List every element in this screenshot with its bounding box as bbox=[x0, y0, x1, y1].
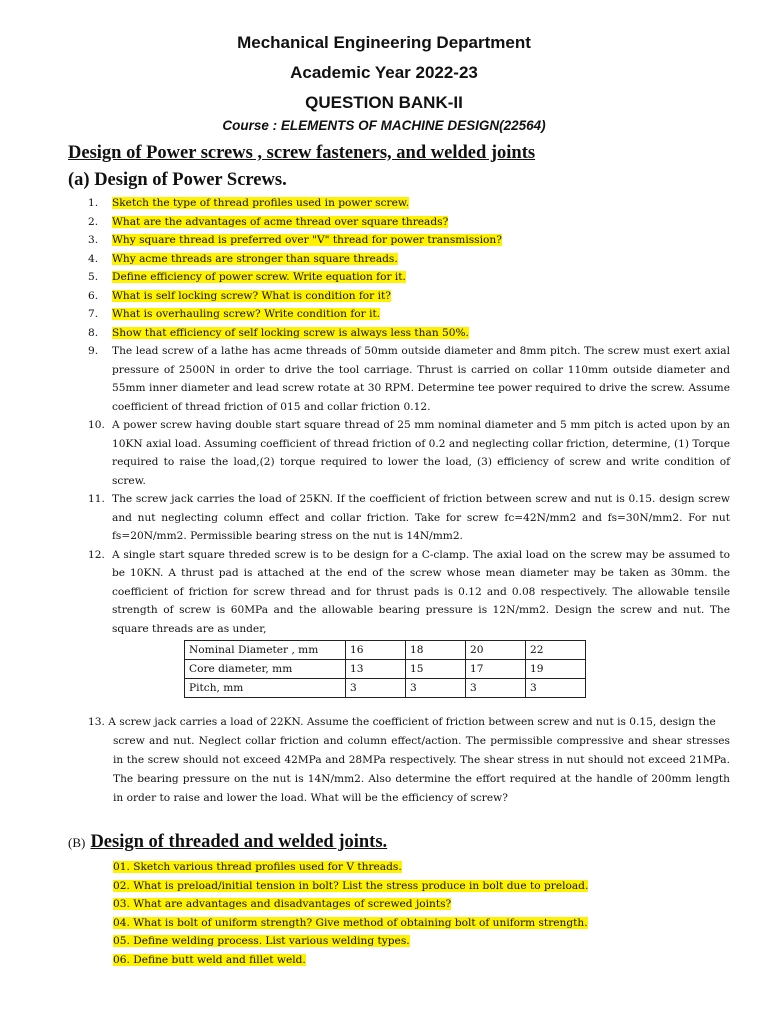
question-item: 7. What is overhauling screw? Write condition for it. bbox=[88, 308, 381, 320]
course-title: Course : ELEMENTS OF MACHINE DESIGN(22564) bbox=[222, 118, 546, 133]
question-item: 4. Why acme threads are stronger than square threads. bbox=[88, 252, 398, 265]
section-b-heading bbox=[68, 832, 387, 853]
question-text: What is overhauling screw? Write condition for it. bbox=[112, 308, 381, 320]
question-number: 13. bbox=[88, 716, 105, 728]
question-item: 05. Define welding process. List various welding types. bbox=[113, 935, 410, 948]
question-text: A power screw having double start square thread of 25 mm nominal diameter and 5 mm pitch is acted upon by an 10KN axial load. Assuming coefficient of thread friction of 0.2 and neglecting collar friction, determine, (1) Torque required to raise the load,(2) torque required to lower the load, (3) efficiency of screw and write condition of screw. bbox=[112, 419, 730, 487]
question-item: 1. Sketch the type of thread profiles used in power screw. bbox=[88, 197, 410, 209]
table-cell: 16 bbox=[346, 641, 406, 660]
question-text: A screw jack carries a load of 22KN. Assume the coefficient of friction between screw and nut is 0.15, design the bbox=[108, 716, 716, 728]
table-cell: 3 bbox=[526, 679, 586, 698]
question-item: 01. Sketch various thread profiles used for V threads. bbox=[113, 861, 402, 873]
table-cell: 17 bbox=[466, 660, 526, 679]
question-bank-title: QUESTION BANK-II bbox=[305, 93, 463, 112]
section-a-question-list bbox=[88, 194, 730, 638]
department-title: Mechanical Engineering Department bbox=[237, 33, 531, 52]
question-item: 11. The screw jack carries the load of 25KN. If the coefficient of friction between screw and nut is 0.15. design screw and nut neglecting column effect and collar friction. Take for screw fc=42N/mm2 and fs=30N/mm2. For nut fs=20N/mm2. Permissible bearing stress on the nut is 14N/mm2. bbox=[88, 490, 730, 546]
question-item: 02. What is preload/initial tension in bolt? List the stress produce in bolt due to preload. bbox=[113, 879, 589, 892]
table-cell: Nominal Diameter , mm bbox=[185, 641, 346, 660]
academic-year: Academic Year 2022-23 bbox=[290, 63, 478, 82]
question-text: Define butt weld and fillet weld. bbox=[133, 953, 306, 966]
question-text: A single start square threded screw is to be design for a C-clamp. The axial load on the screw may be assumed to be 10KN. A thrust pad is attached at the end of the screw whose mean diameter may be taken as 30mm. the coefficient of friction for screw thread and for thrust pads is 0.12 and 0.08 respectively. The allowable tensile strength of screw is 60MPa and the allowable bearing pressure is 12N/mm2. Design the screw and nut. The square threads are as under, bbox=[112, 548, 730, 635]
question-text: What is preload/initial tension in bolt? List the stress produce in bolt due to preload. bbox=[133, 879, 589, 892]
table-row bbox=[185, 679, 586, 698]
table-cell: 19 bbox=[526, 660, 586, 679]
question-text: Show that efficiency of self locking screw is always less than 50%. bbox=[112, 326, 469, 339]
table-cell: 3 bbox=[466, 679, 526, 698]
question-item: 04. What is bolt of uniform strength? Give method of obtaining bolt of uniform strength. bbox=[113, 916, 588, 929]
section-b-question-list bbox=[113, 858, 588, 970]
thread-dimension-table bbox=[184, 640, 586, 698]
question-text: What are the advantages of acme thread over square threads? bbox=[112, 215, 449, 228]
question-item: 8. Show that efficiency of self locking screw is always less than 50%. bbox=[88, 326, 469, 339]
table-row bbox=[185, 641, 586, 660]
table-cell: 3 bbox=[406, 679, 466, 698]
question-text: Sketch the type of thread profiles used in power screw. bbox=[112, 197, 410, 209]
question-item: 12. A single start square threded screw is to be design for a C-clamp. The axial load on the screw may be assumed to be 10KN. A thrust pad is attached at the end of the screw whose mean diameter may be taken as 30mm. the coefficient of friction for screw thread and for thrust pads is 0.12 and 0.08 respectively. The allowable tensile strength of screw is 60MPa and the allowable bearing pressure is 12N/mm2. Design the screw and nut. The square threads are as under, bbox=[88, 546, 730, 639]
question-text: Why square thread is preferred over "V" thread for power transmission? bbox=[112, 234, 502, 246]
question-13 bbox=[88, 713, 730, 808]
question-text: What is self locking screw? What is condition for it? bbox=[112, 289, 391, 302]
question-item: 06. Define butt weld and fillet weld. bbox=[113, 953, 306, 966]
question-text-continued: screw and nut. Neglect collar friction and column effect/action. The permissible compressive and shear stresses in the screw should not exceed 42MPa and 28MPa respectively. The shear stress in nut should not exceed 21MPa. The bearing pressure on the nut is 14N/mm2. Also determine the effort required at the handle of 200mm length in order to raise and lower the load. What will be the efficiency of screw? bbox=[113, 735, 730, 804]
question-item: 6. What is self locking screw? What is condition for it? bbox=[88, 289, 391, 302]
table-cell: 15 bbox=[406, 660, 466, 679]
question-item: 2. What are the advantages of acme thread over square threads? bbox=[88, 215, 449, 228]
question-text: The lead screw of a lathe has acme threads of 50mm outside diameter and 8mm pitch. The screw must exert axial pressure of 2500N in order to drive the tool carriage. Thrust is carried on collar 110mm outside diameter and 55mm inner diameter and lead screw rotate at 30 RPM. Determine tee power required to drive the screw. Assume coefficient of thread friction of 015 and collar friction 0.12. bbox=[112, 345, 730, 413]
question-text: What is bolt of uniform strength? Give method of obtaining bolt of uniform strength. bbox=[133, 916, 588, 929]
question-item: 03. What are advantages and disadvantages of screwed joints? bbox=[113, 898, 452, 911]
question-item: 3. Why square thread is preferred over "V" thread for power transmission? bbox=[88, 234, 502, 246]
question-text: Why acme threads are stronger than square threads. bbox=[112, 252, 398, 265]
table-cell: Core diameter, mm bbox=[185, 660, 346, 679]
question-text: Sketch various thread profiles used for V threads. bbox=[133, 861, 402, 873]
question-item: 5. Define efficiency of power screw. Write equation for it. bbox=[88, 271, 406, 283]
section-b-label: (B) bbox=[68, 835, 86, 850]
question-text: Define welding process. List various welding types. bbox=[133, 935, 410, 948]
question-text: Define efficiency of power screw. Write equation for it. bbox=[112, 271, 406, 283]
table-cell: 20 bbox=[466, 641, 526, 660]
table-cell: 18 bbox=[406, 641, 466, 660]
table-cell: 13 bbox=[346, 660, 406, 679]
section-b-title: Design of threaded and welded joints. bbox=[90, 832, 388, 852]
table-row bbox=[185, 660, 586, 679]
question-text: The screw jack carries the load of 25KN. If the coefficient of friction between screw and nut is 0.15. design screw and nut neglecting column effect and collar friction. Take for screw fc=42N/mm2 and fs=30N/mm2. For nut fs=20N/mm2. Permissible bearing stress on the nut is 14N/mm2. bbox=[112, 493, 730, 542]
question-item: 9. The lead screw of a lathe has acme threads of 50mm outside diameter and 8mm pitch. The screw must exert axial pressure of 2500N in order to drive the tool carriage. Thrust is carried on collar 110mm outside diameter and 55mm inner diameter and lead screw rotate at 30 RPM. Determine tee power required to drive the screw. Assume coefficient of thread friction of 015 and collar friction 0.12. bbox=[88, 342, 730, 416]
table-cell: 3 bbox=[346, 679, 406, 698]
question-text: What are advantages and disadvantages of screwed joints? bbox=[133, 898, 452, 911]
table-cell: Pitch, mm bbox=[185, 679, 346, 698]
table-cell: 22 bbox=[526, 641, 586, 660]
question-item: 10. A power screw having double start square thread of 25 mm nominal diameter and 5 mm pitch is acted upon by an 10KN axial load. Assuming coefficient of thread friction of 0.2 and neglecting collar friction, determine, (1) Torque required to raise the load,(2) torque required to lower the load, (3) efficiency of screw and write condition of screw. bbox=[88, 416, 730, 490]
section-a-title: (a) Design of Power Screws. bbox=[68, 170, 287, 190]
main-topic-title: Design of Power screws , screw fasteners, and welded joints bbox=[68, 143, 536, 163]
